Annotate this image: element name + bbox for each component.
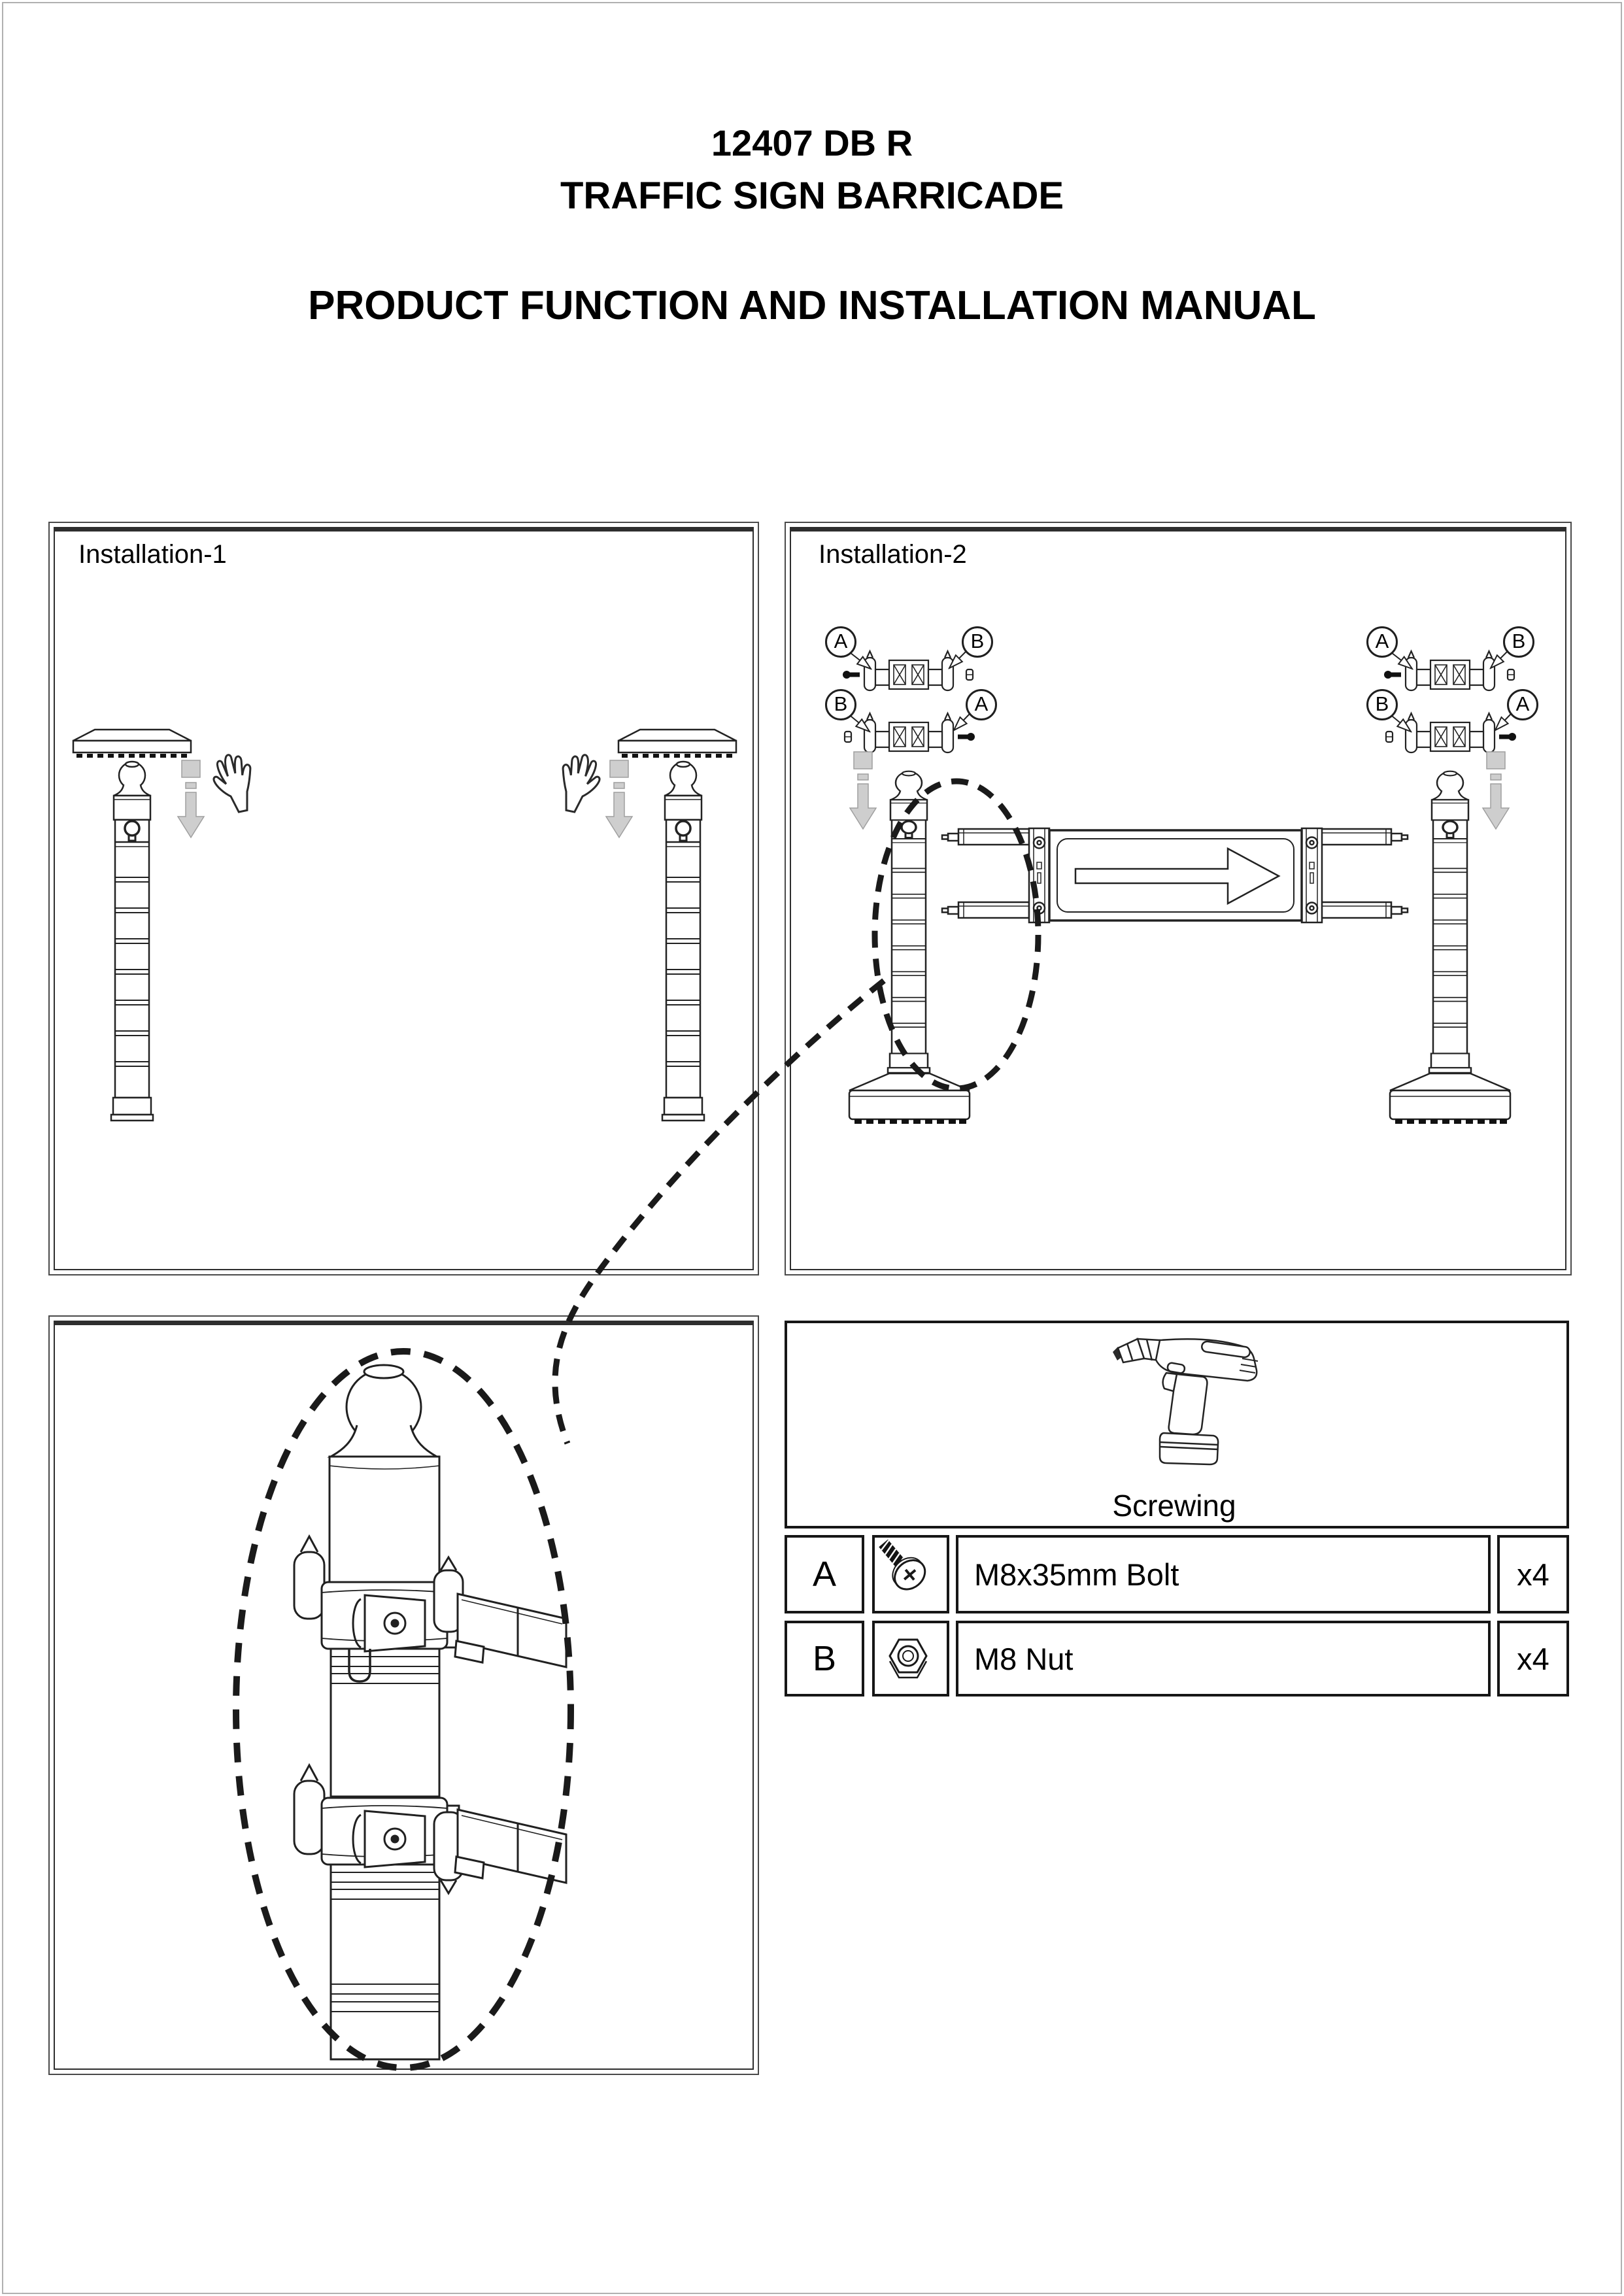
sign-board — [1049, 830, 1302, 920]
part-a-name: M8x35mm Bolt — [974, 1557, 1179, 1592]
callout-a: A — [1366, 626, 1398, 658]
callout-b: B — [962, 626, 993, 658]
barricade-post-icon — [111, 762, 153, 1121]
callout-b: B — [825, 689, 856, 720]
press-down-arrow-icon — [1483, 752, 1509, 829]
press-down-arrow-icon — [178, 760, 204, 837]
clamp-assembly-icon — [843, 651, 973, 690]
barricade-post-icon — [1429, 771, 1471, 1073]
callout-a: A — [1507, 689, 1538, 720]
callout-b: B — [1366, 689, 1398, 720]
barricade-base-icon — [1390, 1073, 1510, 1124]
installation1-figure — [73, 730, 736, 1121]
tool-label: Screwing — [1112, 1489, 1236, 1523]
open-hand-icon — [554, 751, 604, 816]
part-b-name: M8 Nut — [974, 1641, 1074, 1676]
cordless-drill-icon — [1113, 1339, 1258, 1464]
product-code-title: 12407 DB R — [711, 122, 913, 163]
clamp-assembly-icon — [1386, 713, 1516, 752]
open-hand-icon — [209, 751, 259, 816]
sign-arm — [942, 902, 1029, 918]
part-a-qty: x4 — [1517, 1557, 1549, 1592]
sign-rail — [1029, 828, 1049, 922]
press-down-arrow-icon — [850, 752, 876, 829]
part-b-qty: x4 — [1517, 1641, 1549, 1676]
part-a-id: A — [812, 1555, 837, 1594]
clamp-assembly-icon — [1384, 651, 1514, 690]
manual-subtitle: PRODUCT FUNCTION AND INSTALLATION MANUAL — [308, 283, 1316, 328]
callout-b: B — [1503, 626, 1534, 658]
callout-a: A — [825, 626, 856, 658]
press-down-arrow-icon — [606, 760, 632, 837]
clamp-assembly-icon — [845, 713, 975, 752]
flange-bolt-icon — [871, 1532, 931, 1595]
installation1-label: Installation-1 — [78, 540, 227, 569]
barricade-post-icon — [662, 762, 704, 1121]
post-cap-icon — [73, 730, 191, 758]
product-name-title: TRAFFIC SIGN BARRICADE — [560, 175, 1064, 217]
callout-a: A — [966, 689, 997, 720]
installation2-label: Installation-2 — [819, 540, 967, 569]
sign-rail — [1302, 828, 1322, 922]
barricade-base-icon — [849, 1073, 970, 1124]
part-b-id: B — [812, 1639, 837, 1678]
detail-figure — [236, 1351, 571, 2068]
hex-nut-icon — [890, 1640, 926, 1678]
sign-arm — [1321, 829, 1408, 845]
sign-arm — [1321, 902, 1408, 918]
zoom-link-line — [555, 981, 884, 1443]
post-cap-icon — [618, 730, 736, 758]
